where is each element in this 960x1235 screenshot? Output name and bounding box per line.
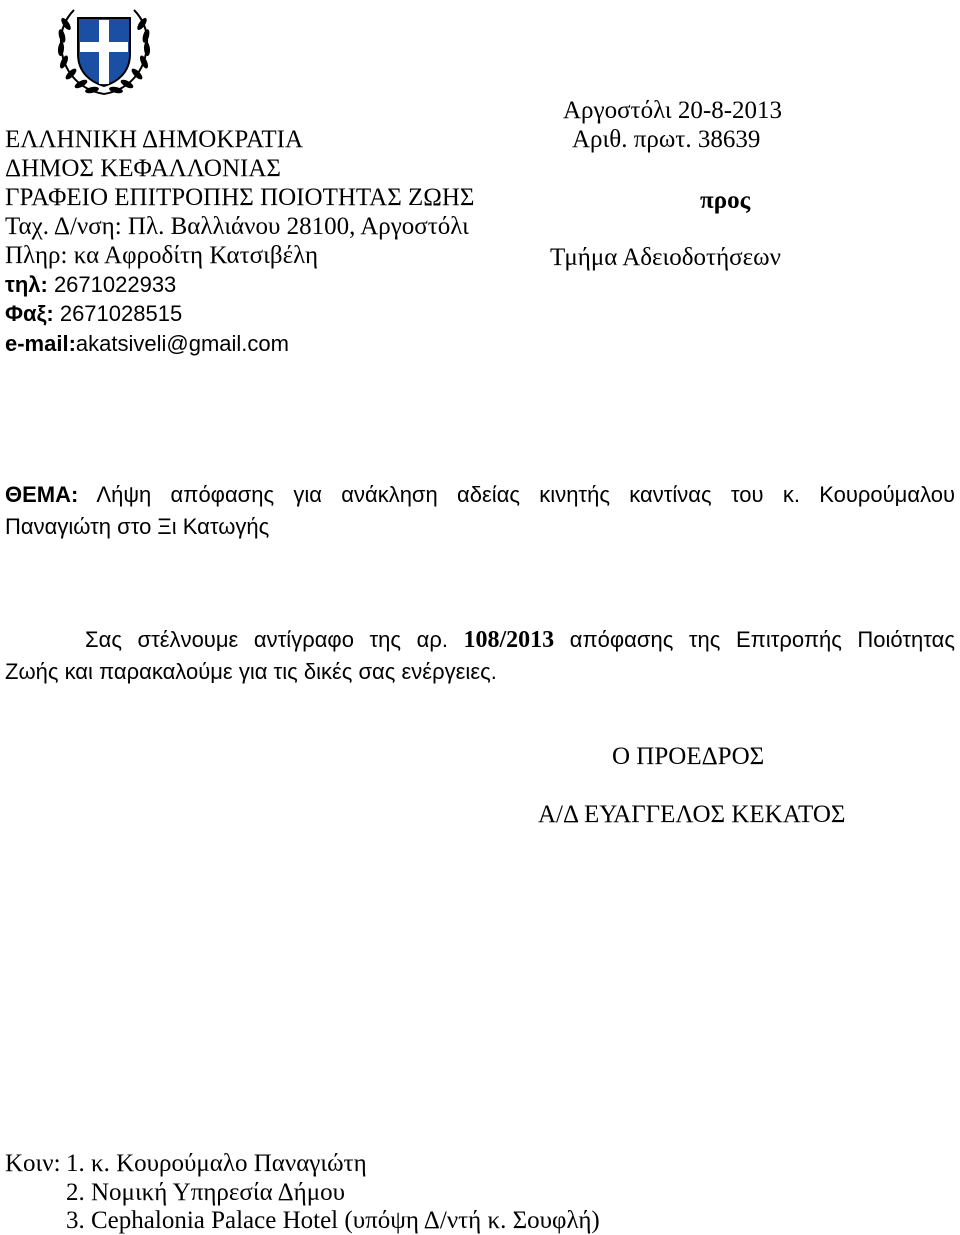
body-line-2: Ζωής και παρακαλούμε για τις δικές σας ενέργειες. [5,659,497,684]
phone-value: 2671022933 [47,272,177,297]
body-block [5,625,955,687]
cc-item: 1. κ. Κουρούμαλο Παναγιώτη [66,1150,367,1177]
subject-line-2: Παναγιώτη στο Ξι Κατωγής [5,514,270,539]
cc-label: Κοιν: [5,1150,61,1177]
email-value[interactable]: akatsiveli@gmail.com [75,331,289,356]
letter-date: Αργοστόλι 20-8-2013 [563,97,783,124]
municipality-name: ΔΗΜΟΣ ΚΕΦΑΛΛΟΝΙΑΣ [5,155,281,182]
protocol-number: Αριθ. πρωτ. 38639 [572,126,761,153]
to-label: προς [700,187,751,214]
fax-label: Φαξ: [5,301,54,326]
recipient-department: Τμήμα Αδειοδοτήσεων [550,244,781,271]
subject-text-1: Λήψη απόφασης για ανάκληση αδείας κινητής καντίνας του κ. Κουρούμαλου [78,482,955,507]
postal-address: Ταχ. Δ/νση: Πλ. Βαλλιάνου 28100, Αργοστόλι [5,213,469,240]
contact-person: Πληρ: κα Αφροδίτη Κατσιβέλη [5,242,319,269]
cc-item: 2. Νομική Υπηρεσία Δήμου [66,1179,346,1206]
subject-label: ΘΕΜΑ: [5,482,79,507]
email-label: e-mail: [5,331,76,356]
fax-line [5,299,182,328]
subject-block [5,480,955,542]
body-line-1 [5,625,955,655]
office-name: ΓΡΑΦΕΙΟ ΕΠΙΤΡΟΠΗΣ ΠΟΙΟΤΗΤΑΣ ΖΩΗΣ [5,184,475,211]
email-line [5,329,289,358]
shield [78,18,130,86]
phone-label: τηλ: [5,272,48,297]
fax-value: 2671028515 [53,301,183,326]
body-text-1: Σας στέλνουμε αντίγραφο της αρ. [85,627,464,652]
body-text-2: απόφασης της Επιτροπής Ποιότητας [554,627,955,652]
cc-item: 3. Cephalonia Palace Hotel (υπόψη Δ/ντή κ. Σουφλή) [66,1207,600,1234]
country-name: ΕΛΛΗΝΙΚΗ ΔΗΜΟΚΡΑΤΙΑ [5,126,303,153]
subject-line-1 [5,480,955,510]
coat-of-arms-emblem [52,2,156,98]
decision-number: 108/2013 [463,627,555,653]
phone-line [5,270,176,299]
signature-name: Α/Δ ΕΥΑΓΓΕΛΟΣ ΚΕΚΑΤΟΣ [538,801,846,828]
signature-title: Ο ΠΡΟΕΔΡΟΣ [612,743,765,770]
